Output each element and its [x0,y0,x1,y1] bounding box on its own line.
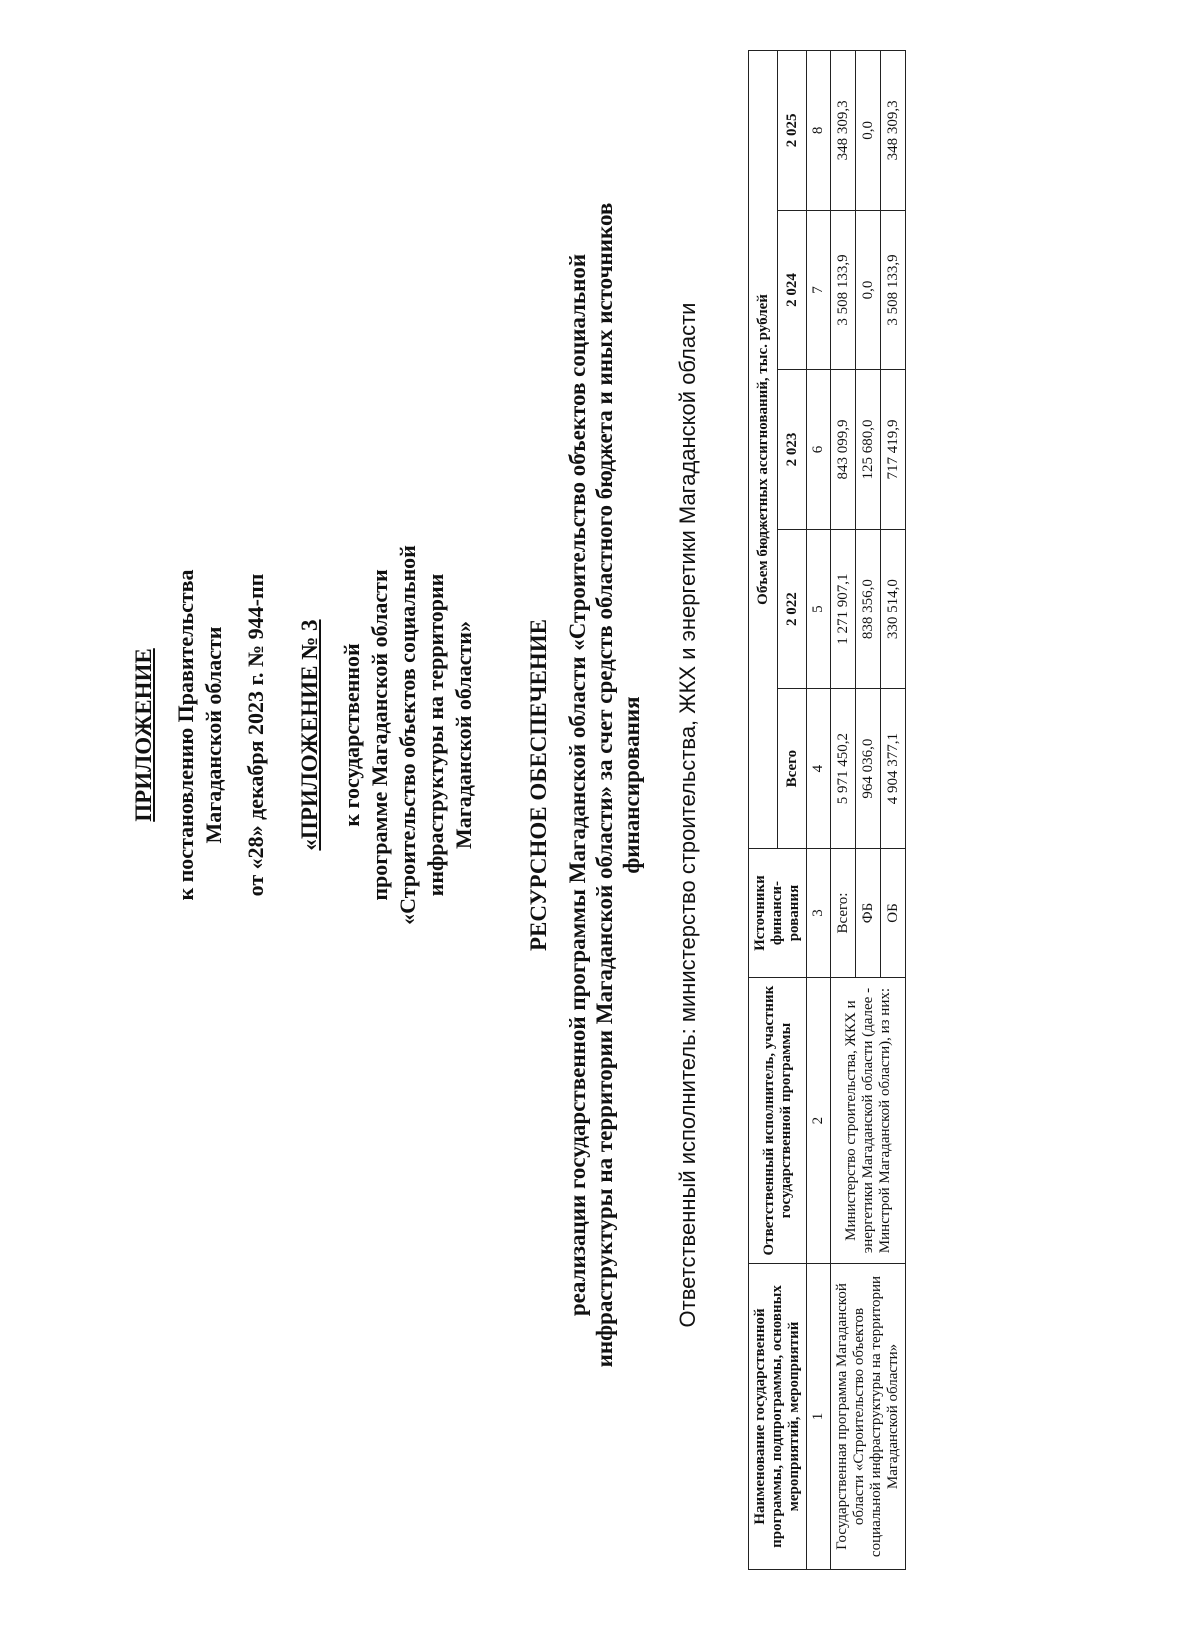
value-2022-cell: 330 514,0 [881,529,906,689]
column-number: 1 [807,1263,831,1569]
appendix-header [130,455,478,1015]
column-number: 3 [807,848,831,977]
header-2023: 2 023 [778,370,807,530]
appendix-title: ПРИЛОЖЕНИЕ [131,648,156,822]
total-cell: 5 971 450,2 [831,689,856,849]
value-2025-cell: 348 309,3 [831,51,856,211]
title-line-3: финансирования [619,696,644,874]
header-volume: Объем бюджетных ассигнований, тыс. рублей [749,51,778,849]
value-2023-cell: 717 419,9 [881,370,906,530]
program-line-4: инфраструктуры на территории [423,573,448,897]
program-line-3: «Строительство объектов социальной [395,545,420,925]
program-line-5: Магаданской области» [451,621,476,849]
table-row [831,51,856,1570]
resources-table [748,50,906,1570]
title-line-1: реализации государственной программы Магаданской области «Строительство объектов социальной [565,253,590,1317]
value-2025-cell: 348 309,3 [881,51,906,211]
value-2024-cell: 3 508 133,9 [831,210,856,370]
program-responsible-cell: Министерство строительства, ЖКХ и энергетики Магаданской области (далее - Минстрой Магаданской области), из них: [831,978,906,1264]
value-2025-cell: 0,0 [856,51,881,211]
total-cell: 964 036,0 [856,689,881,849]
document-title [525,150,645,1420]
decree-line-1: к постановлению Правительства [173,569,198,901]
decree-line-2: Магаданской области [201,626,226,844]
value-2022-cell: 838 356,0 [856,529,881,689]
column-number: 8 [807,51,831,211]
header-responsible: Ответственный исполнитель, участник государственной программы [749,978,807,1264]
program-line-2: программе Магаданской области [367,569,392,901]
program-line-1: к государственной [339,643,364,827]
column-number: 2 [807,978,831,1264]
source-cell: Всего: [831,848,856,977]
title-line-2: инфраструктуры на территории Магаданской области» за счет средств областного бюджета и иных источников [592,202,617,1368]
value-2024-cell: 0,0 [856,210,881,370]
decree-date: от «28» декабря 2023 г. № 944-пп [243,573,268,897]
title-main: РЕСУРСНОЕ ОБЕСПЕЧЕНИЕ [526,619,551,952]
value-2023-cell: 125 680,0 [856,370,881,530]
value-2022-cell: 1 271 907,1 [831,529,856,689]
header-2022: 2 022 [778,529,807,689]
source-cell: ФБ [856,848,881,977]
value-2024-cell: 3 508 133,9 [881,210,906,370]
program-name-cell: Государственная программа Магаданской области «Строительство объектов социальной инфраструктуры на территории Магаданской области» [831,1263,906,1569]
header-source: Источники финанси-рования [749,848,807,977]
responsible-executor: Ответственный исполнитель: министерство строительства, ЖКХ и энергетики Магаданской области [675,302,700,1328]
column-number: 7 [807,210,831,370]
total-cell: 4 904 377,1 [881,689,906,849]
source-cell: ОБ [881,848,906,977]
value-2023-cell: 843 099,9 [831,370,856,530]
column-number: 4 [807,689,831,849]
appendix-3-title: «ПРИЛОЖЕНИЕ № 3 [297,619,322,851]
header-total: Всего [778,689,807,849]
column-number-row [807,51,831,1570]
document-page [10,15,1190,1615]
column-number: 5 [807,529,831,689]
header-2024: 2 024 [778,210,807,370]
table-header-row [749,51,778,1570]
column-number: 6 [807,370,831,530]
header-name: Наименование государственной программы, подпрограммы, основных мероприятий, мероприятий [749,1263,807,1569]
header-2025: 2 025 [778,51,807,211]
